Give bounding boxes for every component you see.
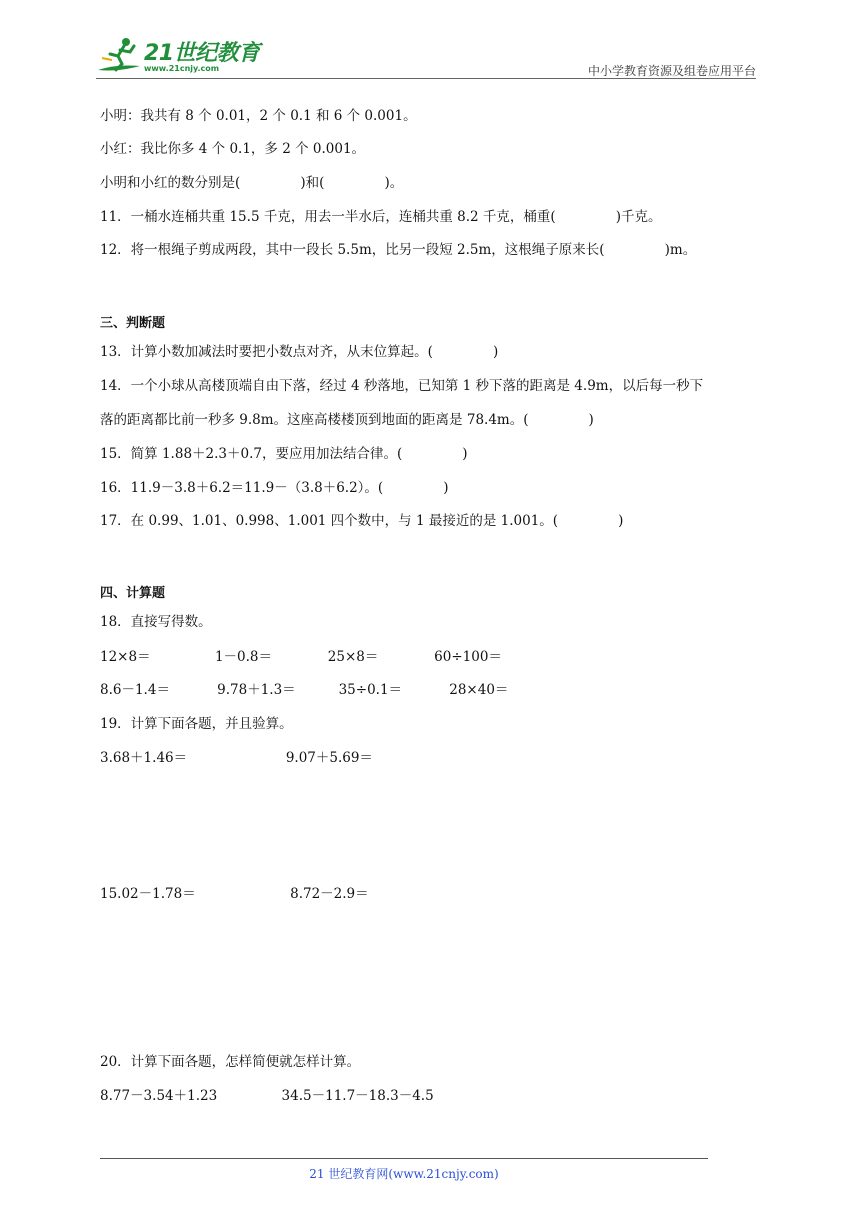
question-line: 19．计算下面各题，并且验算。 [100,716,293,732]
question-line: 18．直接写得数。 [100,614,212,630]
question-line: 16．11.9－3.8＋6.2＝11.9－（3.8＋6.2）。( ) [100,480,449,496]
question-line: 15.02－1.78＝ 8.72－2.9＝ [100,886,369,902]
footer-divider [100,1158,708,1159]
question-line: 小红：我比你多 4 个 0.1，多 2 个 0.001。 [100,141,366,157]
question-line: 落的距离都比前一秒多 9.8m。这座高楼楼顶到地面的距离是 78.4m。( ) [100,412,594,428]
logo [96,34,266,78]
logo-text: 21世纪教育 [144,41,260,66]
question-line: 20．计算下面各题，怎样简便就怎样计算。 [100,1054,361,1070]
question-line: 3.68＋1.46＝ 9.07＋5.69＝ [100,750,373,766]
question-line: 小明：我共有 8 个 0.01，2 个 0.1 和 6 个 0.001。 [100,108,417,124]
section-heading: 三、判断题 [100,316,166,331]
question-line: 11．一桶水连桶共重 15.5 千克，用去一半水后，连桶共重 8.2 千克，桶重( )千克。 [100,209,662,225]
question-line: 12．将一根绳子剪成两段，其中一段长 5.5m，比另一段短 2.5m，这根绳子原来长( )m。 [100,242,697,258]
question-line: 14．一个小球从高楼顶端自由下落，经过 4 秒落地，已知第 1 秒下落的距离是 4.9m，以后每一秒下 [100,378,704,394]
question-line: 8.6－1.4＝ 9.78＋1.3＝ 35÷0.1＝ 28×40＝ [100,682,509,698]
question-line: 12×8＝ 1－0.8＝ 25×8＝ 60÷100＝ [100,649,502,665]
runner-logo-icon [96,34,144,78]
question-line: 13．计算小数加减法时要把小数点对齐，从末位算起。( ) [100,344,499,360]
section-heading: 四、计算题 [100,586,166,601]
logo-url: www.21cnjy.com [144,64,220,73]
page-header [96,34,756,80]
question-line: 17．在 0.99、1.01、0.998、1.001 四个数中，与 1 最接近的是 1.001。( ) [100,513,624,529]
header-divider [96,78,756,79]
platform-title: 中小学教育资源及组卷应用平台 [587,64,756,78]
question-line: 15．简算 1.88＋2.3＋0.7，要应用加法结合律。( ) [100,446,468,462]
question-line: 8.77－3.54＋1.23 34.5－11.7－18.3－4.5 [100,1088,434,1104]
footer-text: 21 世纪教育网(www.21cnjy.com) [309,1167,499,1181]
question-line: 小明和小红的数分别是( )和( )。 [100,175,404,191]
